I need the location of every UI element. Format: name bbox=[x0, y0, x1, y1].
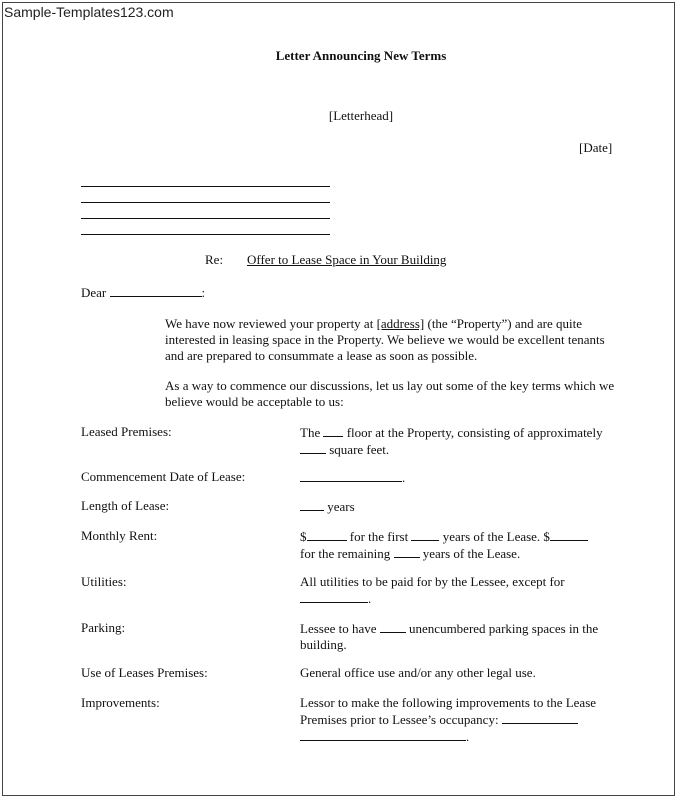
term-value-use: General office use and/or any other legal use. bbox=[300, 665, 536, 680]
years-blank bbox=[300, 498, 324, 511]
term-text: square feet. bbox=[326, 442, 390, 457]
address-line-1 bbox=[81, 186, 330, 187]
term-label-rent: Monthly Rent: bbox=[81, 528, 158, 543]
term-value-parking bbox=[300, 620, 630, 653]
salutation bbox=[81, 284, 205, 301]
paragraph-terms-intro bbox=[81, 378, 621, 410]
rent-first-blank bbox=[307, 528, 347, 541]
term-value-commencement bbox=[300, 469, 630, 486]
term-label-parking: Parking: bbox=[81, 620, 126, 635]
improvements-blank-1 bbox=[502, 711, 578, 724]
term-text: The bbox=[300, 425, 324, 440]
paragraph-terms-intro-text: As a way to commence our discussions, let us lay out some of the key terms which we believe would be acceptable to us: bbox=[165, 378, 615, 409]
commencement-date-blank bbox=[300, 469, 402, 482]
address-line-2 bbox=[81, 202, 330, 203]
term-text: years bbox=[324, 499, 355, 514]
term-value-length bbox=[300, 498, 630, 515]
term-text: . bbox=[466, 729, 470, 744]
square-feet-blank bbox=[300, 441, 326, 454]
term-value-improvements bbox=[300, 695, 630, 745]
term-label-use: Use of Leases Premises: bbox=[81, 665, 208, 680]
paragraph-intro-text-1: We have now reviewed your property at bbox=[165, 316, 377, 331]
term-text: . bbox=[402, 470, 406, 485]
address-line-4 bbox=[81, 234, 330, 235]
address-placeholder: [address] bbox=[376, 316, 425, 331]
term-text: Lessee to have bbox=[300, 621, 380, 636]
letterhead-placeholder: [Letterhead] bbox=[328, 108, 394, 123]
term-text: unencumbered parking spaces in the building. bbox=[300, 621, 599, 652]
re-label: Re: bbox=[205, 252, 224, 267]
recipient-blank bbox=[110, 284, 202, 297]
paragraph-intro bbox=[81, 316, 621, 364]
utilities-exception-blank bbox=[300, 590, 368, 603]
address-line-3 bbox=[81, 218, 330, 219]
term-label-improvements: Improvements: bbox=[81, 695, 160, 710]
term-label-length: Length of Lease: bbox=[81, 498, 170, 513]
term-label-utilities: Utilities: bbox=[81, 574, 127, 589]
term-text: years of the Lease. $ bbox=[439, 529, 550, 544]
term-value-leased-premises bbox=[300, 424, 630, 458]
salutation-colon: : bbox=[201, 285, 206, 300]
term-text: All utilities to be paid for by the Lessee, except for bbox=[300, 574, 565, 589]
re-subject: Offer to Lease Space in Your Building bbox=[247, 252, 447, 267]
term-text: . bbox=[368, 591, 372, 606]
document-title: Letter Announcing New Terms bbox=[275, 48, 447, 63]
term-label-commencement: Commencement Date of Lease: bbox=[81, 469, 246, 484]
term-text: $ bbox=[300, 529, 307, 544]
floor-blank bbox=[323, 424, 343, 437]
term-value-utilities bbox=[300, 574, 630, 607]
term-text: years of the Lease. bbox=[419, 546, 521, 561]
parking-spaces-blank bbox=[380, 620, 406, 633]
salutation-dear: Dear bbox=[81, 285, 107, 300]
rent-first-years-blank bbox=[411, 528, 439, 541]
rent-remaining-years-blank bbox=[394, 545, 420, 558]
term-text: for the remaining bbox=[300, 546, 394, 561]
term-text: floor at the Property, consisting of approximately bbox=[343, 425, 603, 440]
paragraph-intro-text-2: (the “Property”) and are quite interested in leasing space in the Property. We believe we would be excellent tenants and are prepared to consummate a lease as soon as possible. bbox=[165, 316, 605, 363]
date-placeholder: [Date] bbox=[579, 140, 613, 155]
watermark: Sample-Templates123.com bbox=[4, 4, 174, 20]
term-text: for the first bbox=[346, 529, 412, 544]
term-text: Lessor to make the following improvements to the Lease Premises prior to Lessee’s occupancy: bbox=[300, 695, 597, 727]
improvements-blank-2 bbox=[300, 728, 466, 741]
term-label-leased-premises: Leased Premises: bbox=[81, 424, 172, 439]
rent-remaining-blank bbox=[550, 528, 588, 541]
term-value-rent bbox=[300, 528, 630, 562]
